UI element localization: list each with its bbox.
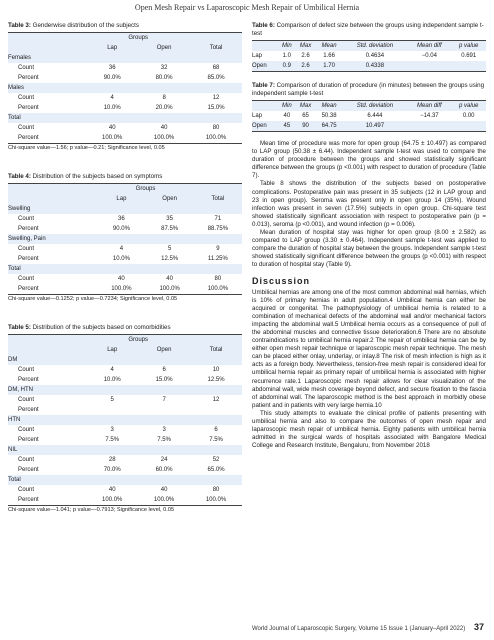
cell-open: 8 (162, 95, 166, 101)
cell-lap: 4 (110, 95, 114, 101)
header-blank (8, 194, 97, 204)
cell-open: 6 (162, 367, 166, 373)
table-cell (451, 121, 486, 132)
table-row (8, 445, 242, 455)
table-row (8, 113, 242, 123)
cell-open (146, 234, 194, 244)
column-header: Total (190, 43, 242, 53)
cell-open: 87.5% (161, 226, 179, 232)
cell-lap (86, 355, 138, 365)
table6-caption-label: Table 6: (252, 22, 275, 29)
table-cell (451, 61, 486, 72)
cell-total: 80 (212, 125, 220, 131)
table-cell: 0.9 (278, 61, 295, 72)
cell-total (190, 405, 242, 415)
table-cell: 10.497 (342, 121, 407, 132)
cell-total: 80 (212, 487, 220, 493)
cell-open: 32 (160, 65, 168, 71)
table-cell: 0.691 (461, 53, 477, 59)
cell-total: 52 (212, 457, 220, 463)
header-blank (8, 345, 86, 355)
cell-total (190, 385, 242, 395)
table6 (252, 40, 486, 72)
cell-lap: 90.0% (112, 226, 130, 232)
row-label: Percent (8, 495, 86, 506)
table-header-row (8, 194, 242, 204)
table-row (8, 375, 242, 385)
cell-lap: 36 (118, 216, 125, 222)
row-label: Count (18, 427, 35, 433)
column-header: Max (295, 101, 315, 112)
cell-lap: 40 (108, 125, 116, 131)
cell-lap: 7.5% (105, 437, 120, 443)
table3-note: Chi-square value—1.56; p value—0.21; Significance level, 0.05 (8, 145, 165, 151)
cell-lap: 10.0% (103, 377, 121, 383)
cell-open: 40 (160, 125, 168, 131)
row-label: Swelling (8, 204, 97, 214)
cell-lap: 4 (119, 246, 124, 252)
table-row (8, 395, 242, 405)
table-row (252, 111, 486, 121)
table-row (8, 264, 242, 274)
table5-caption-label: Table 5: (8, 324, 31, 331)
row-label: HTN (8, 415, 86, 425)
row-label: Count (18, 246, 35, 252)
table-row (252, 51, 486, 61)
cell-total: 7.5% (209, 437, 223, 443)
table-row (8, 365, 242, 375)
cell-open: 7 (162, 397, 166, 403)
table-row (252, 61, 486, 72)
table3-caption (8, 22, 242, 30)
group-header: Groups (86, 33, 190, 44)
column-header: Total (194, 194, 242, 204)
cell-open (146, 264, 194, 274)
row-label: Percent (8, 133, 86, 144)
table-row (8, 244, 242, 254)
cell-open: 100.0% (138, 495, 190, 506)
cell-total: 100.0% (190, 133, 242, 144)
spacer (252, 132, 486, 140)
table-cell (407, 121, 451, 132)
column-header: Open (146, 194, 194, 204)
table3-caption-label: Table 3: (8, 22, 31, 29)
cell-total (190, 83, 242, 93)
table-row (8, 475, 242, 485)
table-cell: 0.00 (462, 113, 475, 119)
cell-total (194, 264, 242, 274)
cell-lap (86, 475, 138, 485)
row-label: Percent (18, 467, 39, 473)
cell-total (194, 234, 242, 244)
cell-total: 65.0% (207, 467, 225, 473)
header-blank (8, 335, 86, 346)
table-row (8, 385, 242, 395)
column-header: Std. deviation (342, 41, 407, 52)
table-row (252, 121, 486, 132)
table-cell: 1.66 (323, 53, 335, 59)
spacer (252, 72, 486, 82)
cell-lap (97, 204, 145, 214)
row-label: Count (18, 367, 35, 373)
cell-lap (86, 113, 138, 123)
column-header: Max (295, 41, 315, 52)
cell-lap (86, 405, 138, 415)
column-header: Min (278, 41, 295, 52)
cell-open: 7.5% (157, 437, 171, 443)
header-blank (8, 33, 86, 44)
column-header: Mean diff (407, 41, 451, 52)
cell-total (190, 475, 242, 485)
body-paragraph: Mean time of procedure was more for open group (64.75 ± 10.497) as compared to LAP group (50.38 ± 6.44). Independent sample t-test was used to compare the duration of procedure between the groups and showed statistically significant difference between the groups (p <0.001) with respect to duration of procedure (Table 7). (252, 140, 486, 180)
table6-caption-text: Comparison of defect size between the groups using independent sample t-test (252, 22, 484, 37)
column-header: Std. deviation (342, 101, 407, 112)
table-row (8, 435, 242, 445)
cell-lap (86, 53, 138, 63)
table-row (8, 274, 242, 284)
body-paragraph: Mean duration of hospital stay was higher for open group (8.00 ± 2.582) as compared to LAP group (3.30 ± 0.464). Independent sample t-test was applied to compare the duration of hospital stay between the groups. Independent sample t-test showed statistically significant difference between the groups (p <0.001) with respect to duration of hospital stay (Table 9). (252, 229, 486, 269)
page-number: 37 (474, 622, 485, 632)
cell-lap: 3 (110, 427, 114, 433)
table-row (8, 83, 242, 93)
table-header-row (252, 41, 486, 52)
table3 (8, 32, 242, 144)
cell-total: 12 (212, 95, 220, 101)
column-header: Total (190, 345, 242, 355)
row-label: Count (18, 276, 35, 282)
cell-open: 80.0% (155, 75, 173, 81)
column-header: Open (138, 345, 190, 355)
body-paragraph: Table 8 shows the distribution of the subjects based on postoperative complications. Postoperative pain was present in 35 subjects (12 in LAP group and 23 in open group). Seroma was present only in open group 14 (35%). Wound infection was present in seven (17.5%) subjects in open group. Chi-square test showed statistically significant association with respect to postoperative pain (p = 0.013), seroma (p <0.001), and wound infection (p = 0.006). (252, 180, 486, 228)
table-row (8, 254, 242, 264)
cell-total: 88.75% (207, 226, 229, 232)
cell-lap: 70.0% (103, 467, 121, 473)
row-label: Percent (18, 377, 39, 383)
cell-open: 12.5% (161, 256, 179, 262)
cell-lap: 10.0% (103, 105, 121, 111)
column-header: Open (138, 43, 190, 53)
row-label: Percent (18, 75, 39, 81)
cell-total: 100.0% (190, 495, 242, 506)
table3-body (8, 33, 242, 144)
cell-open (138, 83, 190, 93)
body-paragraph: This study attempts to evaluate the clinical profile of patients presenting with umbilical hernia and also to compare the outcomes of open mesh repair and laparoscopic mesh repair of umbilical hernia. Eighty patients with umbilical hernia admitted in the surgical wards of hospitals associated with Bangalore Medical College and Research Institute, Bengaluru, from November 2018 (252, 409, 486, 450)
cell-open: 100.0% (146, 284, 194, 295)
table-header-row (8, 43, 242, 53)
table-row (8, 455, 242, 465)
table-header-row (8, 33, 242, 44)
cell-total: 100.0% (194, 284, 242, 295)
column-header: Min (278, 101, 295, 112)
cell-open: 3 (162, 427, 166, 433)
cell-total: 12.5% (207, 377, 225, 383)
table-row (8, 405, 242, 415)
row-label: Percent (18, 407, 39, 413)
cell-total: 71 (214, 216, 222, 222)
table-cell: Lap (252, 113, 263, 119)
table-cell: −0.04 (421, 53, 437, 59)
header-blank (194, 184, 242, 195)
table5-caption (8, 324, 242, 332)
table5-caption-text: Distribution of the subjects based on comorbidities (32, 324, 171, 331)
table-cell: 1.70 (316, 61, 343, 72)
table-row (8, 133, 242, 144)
column-header (252, 101, 278, 112)
row-label: Count (18, 125, 35, 131)
column-header (252, 41, 278, 52)
table4-note: Chi-square value—0.1252; p value—0.7234; Significance level, 0.05 (8, 296, 178, 302)
table-cell: 6.444 (367, 113, 383, 119)
table-cell: −14.37 (420, 113, 439, 119)
cell-lap (86, 415, 138, 425)
cell-open: 100.0% (138, 133, 190, 144)
cell-open (138, 445, 190, 455)
cell-open: 24 (160, 457, 168, 463)
row-label: Percent (8, 284, 97, 295)
table-row (8, 214, 242, 224)
table-header-row (252, 101, 486, 112)
cell-lap: 100.0% (97, 284, 145, 295)
right-column (252, 22, 486, 450)
cell-lap (86, 385, 138, 395)
table-row (8, 63, 242, 73)
table-row (8, 93, 242, 103)
cell-open: 35 (166, 216, 173, 222)
table-cell: 0.4634 (365, 53, 385, 59)
cell-lap: 4 (110, 367, 114, 373)
table-header-row (8, 335, 242, 346)
table-cell: Open (252, 61, 278, 72)
table7 (252, 100, 486, 132)
table-row (8, 73, 242, 83)
group-header: Groups (86, 335, 190, 346)
row-label: NIL (8, 445, 86, 455)
table4-caption (8, 173, 242, 181)
cell-total (190, 445, 242, 455)
table-cell: 50.38 (321, 113, 337, 119)
header-blank (190, 33, 242, 44)
cell-lap (86, 83, 138, 93)
cell-lap (86, 445, 138, 455)
cell-open: 15.0% (155, 377, 173, 383)
cell-lap: 100.0% (86, 133, 138, 144)
row-label: Males (8, 83, 86, 93)
cell-total: 9 (216, 246, 220, 252)
table5-body (8, 335, 242, 506)
table4-caption-label: Table 4: (8, 173, 31, 180)
cell-open (138, 53, 190, 63)
table-cell (407, 61, 451, 72)
cell-open: 40 (166, 276, 173, 282)
table-cell: 64.75 (316, 121, 343, 132)
cell-lap: 100.0% (86, 495, 138, 506)
table3-caption-text: Genderwise distribution of the subjects (32, 22, 139, 29)
row-label: Percent (18, 437, 39, 443)
cell-lap: 5 (110, 397, 114, 403)
table4-body (8, 184, 242, 295)
row-label: Swelling, Pain (8, 234, 97, 244)
running-head: Open Mesh Repair vs Laparoscopic Mesh Repair of Umbilical Hernia (134, 3, 360, 12)
row-label: Percent (18, 226, 39, 232)
cell-open: 60.0% (155, 467, 173, 473)
cell-lap: 28 (108, 457, 116, 463)
table-row (8, 103, 242, 113)
cell-total (190, 113, 242, 123)
cell-open (138, 405, 190, 415)
cell-lap: 40 (118, 276, 125, 282)
row-label: Count (18, 65, 35, 71)
cell-open: 20.0% (155, 105, 173, 111)
cell-lap: 10.0% (112, 256, 130, 262)
cell-total (190, 53, 242, 63)
column-header: Lap (97, 194, 145, 204)
cell-open (138, 475, 190, 485)
cell-total: 10 (212, 367, 220, 373)
row-label: Count (18, 487, 35, 493)
cell-lap: 90.0% (103, 75, 121, 81)
table-cell: 90 (295, 121, 315, 132)
row-label: Count (18, 95, 35, 101)
spacer (8, 302, 242, 324)
cell-open (138, 415, 190, 425)
section-heading-discussion: Discussion (252, 275, 311, 286)
cell-total: 85.0% (207, 75, 225, 81)
column-header: p value (451, 41, 486, 52)
table4 (8, 183, 242, 295)
column-header: Mean (316, 41, 343, 52)
table-row (8, 355, 242, 365)
group-header: Groups (97, 184, 193, 195)
cell-open (138, 113, 190, 123)
cell-total: 80 (214, 276, 222, 282)
column-header: Mean (316, 101, 343, 112)
body-paragraph: Umbilical hernias are among one of the most common abdominal wall hernias, which is 10% of primary hernias in adult population.4 Umbilical hernia can either be acquired or congenital. The pathophysiology of umbilical hernia is related to a combination of mechanical defects of the abdominal wall and/or mechanical factors impacting the abdominal wall.5 Umbilical hernia occurs as a consequence of pull of the abdominal muscles and connective tissue deterioration.6 There are no absolute contraindications to umbilical hernia repair.2 The repair of umbilical hernia can be by either open mesh repair technique or laparoscopic mesh repair technique. The mesh can be placed either onlay, underlay, or inlay.8 The risk of mesh infection is high as it acts as a foreign body. Nevertheless, tension-free mesh repair is considered ideal for umbilical hernia repair as primary repair of umbilical hernia is associated with higher recurrence rate.1 Laparoscopic mesh repair allows for clear visualization of the abdominal wall, wide mesh coverage beyond defect, and secure fixation to the fascia of abdominal wall. The laparoscopic method is the best approach in morbidly obese patient and in patients with very large hernia.10 (252, 288, 486, 409)
table-header-row (8, 345, 242, 355)
row-label: Females (8, 53, 86, 63)
row-label: Percent (18, 256, 39, 262)
spacer (8, 151, 242, 173)
cell-open (146, 204, 194, 214)
cell-open: 5 (167, 246, 172, 252)
table-cell: 0.4338 (342, 61, 407, 72)
table7-caption-text: Comparison of duration of procedure (in minutes) between the groups using independent sample t-test (252, 82, 485, 97)
row-label: DM (8, 355, 86, 365)
column-header: Lap (86, 43, 138, 53)
row-label: Total (8, 264, 97, 274)
column-header: Lap (86, 345, 138, 355)
table7-caption (252, 82, 486, 98)
cell-total: 68 (212, 65, 220, 71)
table5 (8, 334, 242, 506)
cell-open (138, 355, 190, 365)
cell-total: 15.0% (207, 105, 225, 111)
table6-caption (252, 22, 486, 38)
table-row (8, 224, 242, 234)
header-blank (190, 335, 242, 346)
journal-footer: World Journal of Laparoscopic Surgery, Volume 15 Issue 1 (January–April 2022) (252, 626, 466, 632)
cell-total (190, 355, 242, 365)
cell-total: 11.25% (207, 256, 228, 262)
cell-open: 40 (160, 487, 168, 493)
cell-total (194, 204, 242, 214)
table-row (8, 234, 242, 244)
cell-total: 6 (214, 427, 218, 433)
table-row (8, 415, 242, 425)
table7-caption-label: Table 7: (252, 82, 275, 89)
cell-lap (97, 234, 145, 244)
column-header: p value (451, 101, 486, 112)
row-label: Count (18, 216, 35, 222)
table-row (8, 123, 242, 133)
cell-lap: 40 (108, 487, 116, 493)
table4-caption-text: Distribution of the subjects based on symptoms (32, 173, 163, 180)
left-column (8, 22, 242, 513)
table-row (8, 425, 242, 435)
table-header-row (8, 184, 242, 195)
table-cell: Open (252, 121, 278, 132)
row-label: Total (8, 113, 86, 123)
table7-body (252, 101, 486, 132)
table-cell: 2.6 (295, 61, 315, 72)
header-blank (8, 43, 86, 53)
cell-lap: 36 (108, 65, 116, 71)
header-blank (8, 184, 97, 195)
table-cell: 45 (278, 121, 295, 132)
cell-lap (97, 264, 145, 274)
table-cell: 1.0 (282, 53, 291, 59)
cell-total (190, 415, 242, 425)
cell-open (138, 385, 190, 395)
column-header: Mean diff (407, 101, 451, 112)
table5-note: Chi-square value—1.041; p value—0.7913; Significance level, 0.05 (8, 507, 175, 513)
table-row (8, 485, 242, 495)
cell-total: 12 (212, 397, 220, 403)
row-label: Count (18, 397, 35, 403)
table-row (8, 465, 242, 475)
table-cell: Lap (252, 53, 263, 59)
table-row (8, 53, 242, 63)
table-cell: 65 (302, 113, 309, 119)
row-label: Total (8, 475, 86, 485)
table6-body (252, 41, 486, 72)
table-cell: 2.6 (301, 53, 310, 59)
table-row (8, 495, 242, 506)
row-label: Percent (18, 105, 39, 111)
row-label: Count (18, 457, 35, 463)
row-label: DM, HTN (8, 385, 86, 395)
table-row (8, 204, 242, 214)
table-cell: 40 (283, 113, 291, 119)
table-row (8, 284, 242, 295)
